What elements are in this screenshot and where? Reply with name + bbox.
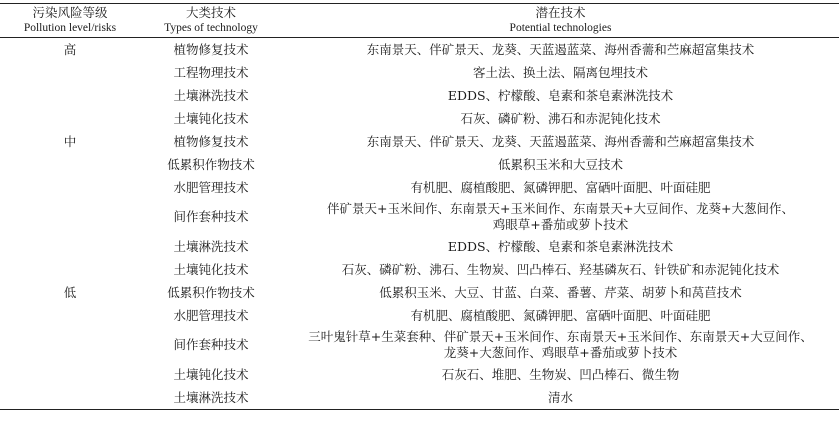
risk-level-label: 高: [63, 41, 77, 57]
remediation-technology-table: [0, 3, 839, 410]
header-potential: [282, 4, 839, 22]
potential-technology: EDDS、柠檬酸、皂素和茶皂素淋洗技术: [447, 87, 674, 103]
risk-level-cell: [0, 107, 140, 130]
potential-technology: 石灰、磷矿粉、沸石、生物炭、凹凸棒石、羟基磷灰石、针铁矿和赤泥钝化技术: [341, 261, 780, 277]
table-row: [0, 130, 839, 153]
technology-type: 低累积作物技术: [167, 284, 255, 300]
table-body: [0, 38, 839, 410]
technology-type: 土壤钝化技术: [173, 261, 249, 277]
potential-technology: 石灰、磷矿粉、沸石和赤泥钝化技术: [460, 110, 661, 126]
table-row: [0, 235, 839, 258]
potential-technology: 东南景天、伴矿景天、龙葵、天蓝遏蓝菜、海州香薷和苎麻超富集技术: [366, 133, 755, 149]
risk-level-cell: [0, 258, 140, 281]
table-row: [0, 84, 839, 107]
table-row: [0, 199, 839, 235]
header-type-zh: 大类技术: [185, 5, 236, 20]
technology-type: 低累积作物技术: [167, 156, 255, 172]
risk-level-cell: [0, 84, 140, 107]
potential-technology: 石灰石、堆肥、生物炭、凹凸棒石、微生物: [441, 366, 680, 382]
header-type-en: Types of technology: [164, 22, 258, 34]
risk-level-cell: [0, 235, 140, 258]
risk-level-cell: [0, 153, 140, 176]
potential-technology: 清水: [282, 386, 839, 410]
technology-type: 间作套种技术: [173, 209, 249, 224]
table-row: [0, 304, 839, 327]
table-row: [0, 153, 839, 176]
header-risk-zh: 污染风险等级: [32, 5, 108, 20]
header-row-en: [0, 21, 839, 38]
risk-level-cell: [0, 304, 140, 327]
risk-level-label: 低: [63, 284, 77, 300]
table-row: [0, 258, 839, 281]
risk-level-cell: [0, 176, 140, 199]
table-row: [0, 386, 839, 410]
table-row: [0, 363, 839, 386]
header-potential-en: Potential technologies: [509, 22, 612, 34]
table-row: [0, 38, 839, 62]
technology-type: 工程物理技术: [173, 64, 249, 80]
technology-type: 土壤钝化技术: [173, 110, 249, 126]
potential-technology: 东南景天、伴矿景天、龙葵、天蓝遏蓝菜、海州香薷和苎麻超富集技术: [366, 41, 755, 57]
technology-type: 土壤淋洗技术: [173, 238, 249, 254]
potential-technology: 有机肥、腐植酸肥、氮磷钾肥、富硒叶面肥、叶面硅肥: [410, 179, 711, 195]
header-type: [140, 4, 282, 22]
technology-type: 水肥管理技术: [173, 307, 249, 323]
technology-type: 土壤钝化技术: [173, 366, 249, 382]
technology-type: 土壤淋洗技术: [173, 87, 249, 103]
table-row: [0, 61, 839, 84]
risk-level-cell: [0, 327, 140, 363]
table-row: [0, 176, 839, 199]
potential-technology: 低累积玉米、大豆、甘蓝、白菜、番薯、芹菜、胡萝卜和莴苣技术: [379, 284, 742, 300]
risk-level-cell: [0, 363, 140, 386]
potential-technology: 伴矿景天+玉米间作、东南景天+玉米间作、东南景天+大豆间作、龙葵+大葱间作、 鸡眼草+番茄或萝卜技术: [327, 201, 794, 232]
potential-technology: 客土法、换土法、隔离包埋技术: [472, 64, 648, 80]
technology-type: 间作套种技术: [173, 337, 249, 352]
potential-technology: 低累积玉米和大豆技术: [497, 156, 623, 172]
risk-level-cell: [0, 61, 140, 84]
technology-type: 植物修复技术: [173, 133, 249, 149]
risk-level-label: 中: [63, 133, 77, 149]
header-risk: [0, 4, 140, 22]
potential-technology: 有机肥、腐植酸肥、氮磷钾肥、富硒叶面肥、叶面硅肥: [410, 307, 711, 323]
technology-type: 土壤淋洗技术: [140, 386, 282, 410]
potential-technology: 三叶鬼针草+生菜套种、伴矿景天+玉米间作、东南景天+玉米间作、东南景天+大豆间作、 龙葵+大葱间作、鸡眼草+番茄或萝卜技术: [308, 329, 813, 360]
header-risk-en: Pollution level/risks: [23, 22, 117, 34]
table-header: [0, 4, 839, 38]
header-potential-zh: 潜在技术: [535, 5, 586, 20]
potential-technology: EDDS、柠檬酸、皂素和茶皂素淋洗技术: [447, 238, 674, 254]
table-row: [0, 107, 839, 130]
technology-type: 水肥管理技术: [173, 179, 249, 195]
table-row: [0, 281, 839, 304]
header-row-zh: [0, 4, 839, 22]
risk-level-cell: [0, 199, 140, 235]
technology-type: 植物修复技术: [173, 41, 249, 57]
risk-level-cell: [0, 386, 140, 410]
table-row: [0, 327, 839, 363]
